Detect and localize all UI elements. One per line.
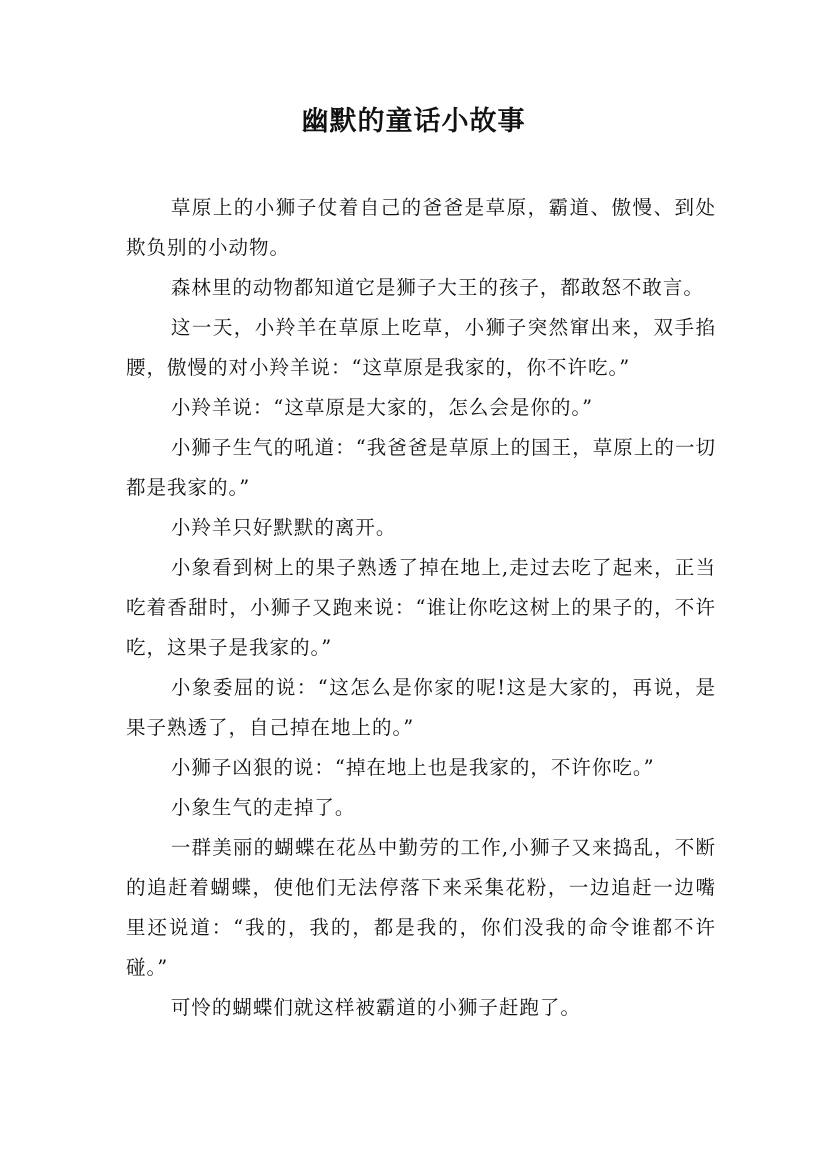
paragraph: 一群美丽的蝴蝶在花丛中勤劳的工作,小狮子又来捣乱，不断的追赶着蝴蝶，使他们无法停落下来采集花粉，一边追赶一边嘴里还说道：“我的，我的，都是我的，你们没我的命令谁都不许碰。” bbox=[126, 836, 716, 979]
paragraph: 森林里的动物都知道它是狮子大王的孩子，都敢怒不敢言。 bbox=[170, 276, 704, 299]
paragraph: 小羚羊只好默默的离开。 bbox=[170, 516, 397, 539]
document-body bbox=[126, 188, 716, 1028]
paragraph: 这一天，小羚羊在草原上吃草，小狮子突然窜出来，双手掐腰，傲慢的对小羚羊说：“这草原是我家的，你不许吃。” bbox=[126, 316, 716, 379]
paragraph: 小狮子凶狠的说：“掉在地上也是我家的，不许你吃。” bbox=[170, 756, 655, 779]
document-title: 幽默的童话小故事 bbox=[301, 106, 526, 137]
paragraph: 小狮子生气的吼道：“我爸爸是草原上的国王，草原上的一切都是我家的。” bbox=[126, 436, 716, 499]
paragraph: 小象委屈的说：“这怎么是你家的呢!这是大家的，再说，是果子熟透了，自己掉在地上的。” bbox=[126, 676, 716, 739]
paragraph: 小象看到树上的果子熟透了掉在地上,走过去吃了起来，正当吃着香甜时，小狮子又跑来说：“谁让你吃这树上的果子的，不许吃，这果子是我家的。” bbox=[126, 556, 716, 659]
paragraph: 小羚羊说：“这草原是大家的，怎么会是你的。” bbox=[170, 396, 594, 419]
paragraph: 可怜的蝴蝶们就这样被霸道的小狮子赶跑了。 bbox=[170, 996, 581, 1019]
paragraph: 草原上的小狮子仗着自己的爸爸是草原，霸道、傲慢、到处欺负别的小动物。 bbox=[126, 196, 716, 259]
paragraph: 小象生气的走掉了。 bbox=[170, 796, 356, 819]
